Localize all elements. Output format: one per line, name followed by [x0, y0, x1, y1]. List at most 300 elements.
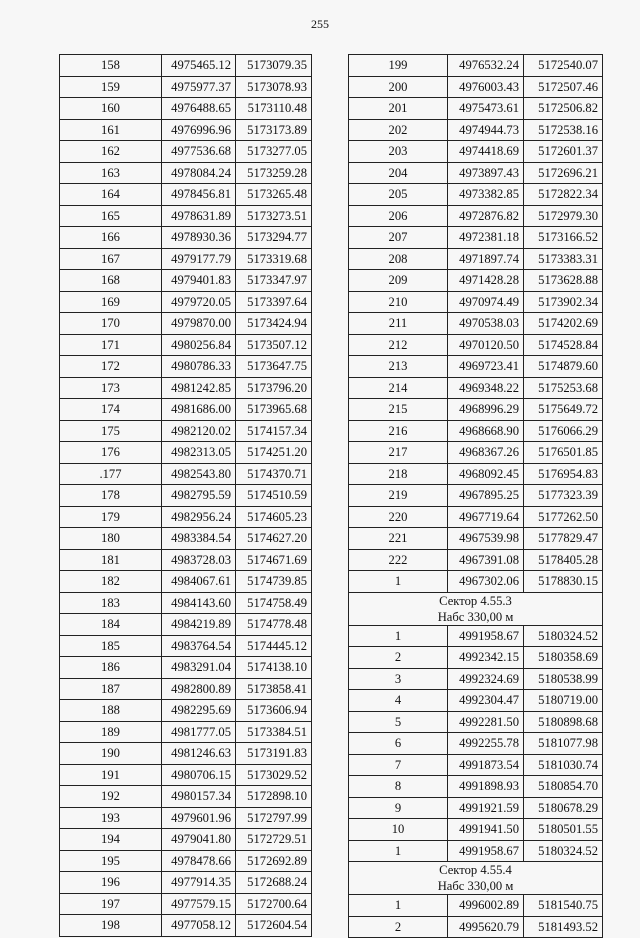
- sector-header-row: [349, 592, 603, 625]
- y-coordinate: 5177829.47: [524, 528, 603, 550]
- point-number: 195: [60, 850, 162, 872]
- point-number: 186: [60, 657, 162, 679]
- x-coordinate: 4975473.61: [448, 98, 524, 120]
- table-row: [349, 420, 603, 442]
- point-number: 205: [349, 184, 448, 206]
- x-coordinate: 4982120.02: [162, 420, 236, 442]
- x-coordinate: 4967539.98: [448, 528, 524, 550]
- y-coordinate: 5172729.51: [236, 829, 312, 851]
- y-coordinate: 5173647.75: [236, 356, 312, 378]
- x-coordinate: 4974418.69: [448, 141, 524, 163]
- table-row: [349, 270, 603, 292]
- x-coordinate: 4982956.24: [162, 506, 236, 528]
- table-row: [60, 528, 312, 550]
- x-coordinate: 4977058.12: [162, 915, 236, 937]
- table-row: [349, 55, 603, 77]
- table-row: [349, 291, 603, 313]
- y-coordinate: 5173965.68: [236, 399, 312, 421]
- y-coordinate: 5174528.84: [524, 334, 603, 356]
- point-number: 209: [349, 270, 448, 292]
- x-coordinate: 4972381.18: [448, 227, 524, 249]
- table-row: [60, 248, 312, 270]
- sector-header-row: [349, 862, 603, 895]
- y-coordinate: 5172604.54: [236, 915, 312, 937]
- x-coordinate: 4980786.33: [162, 356, 236, 378]
- y-coordinate: 5176501.85: [524, 442, 603, 464]
- x-coordinate: 4976532.24: [448, 55, 524, 77]
- x-coordinate: 4979601.96: [162, 807, 236, 829]
- y-coordinate: 5180324.52: [524, 840, 603, 862]
- table-row: [349, 184, 603, 206]
- table-row: [349, 776, 603, 798]
- point-number: 212: [349, 334, 448, 356]
- point-number: 207: [349, 227, 448, 249]
- y-coordinate: 5176954.83: [524, 463, 603, 485]
- point-number: 222: [349, 549, 448, 571]
- point-number: 1: [349, 895, 448, 917]
- point-number: 213: [349, 356, 448, 378]
- x-coordinate: 4975977.37: [162, 76, 236, 98]
- x-coordinate: 4984219.89: [162, 614, 236, 636]
- table-row: [60, 635, 312, 657]
- x-coordinate: 4975465.12: [162, 55, 236, 77]
- x-coordinate: 4974944.73: [448, 119, 524, 141]
- y-coordinate: 5174370.71: [236, 463, 312, 485]
- x-coordinate: 4983384.54: [162, 528, 236, 550]
- point-number: 167: [60, 248, 162, 270]
- table-row: [60, 657, 312, 679]
- y-coordinate: 5173110.48: [236, 98, 312, 120]
- table-row: [60, 98, 312, 120]
- point-number: 180: [60, 528, 162, 550]
- point-number: 197: [60, 893, 162, 915]
- x-coordinate: 4978456.81: [162, 184, 236, 206]
- point-number: 191: [60, 764, 162, 786]
- y-coordinate: 5172540.07: [524, 55, 603, 77]
- point-number: 208: [349, 248, 448, 270]
- point-number: 198: [60, 915, 162, 937]
- x-coordinate: 4995620.79: [448, 916, 524, 938]
- table-row: [349, 76, 603, 98]
- point-number: 190: [60, 743, 162, 765]
- table-row: [349, 248, 603, 270]
- point-number: 178: [60, 485, 162, 507]
- table-row: [60, 313, 312, 335]
- y-coordinate: 5173078.93: [236, 76, 312, 98]
- point-number: 175: [60, 420, 162, 442]
- table-row: [349, 797, 603, 819]
- y-coordinate: 5174251.20: [236, 442, 312, 464]
- x-coordinate: 4970538.03: [448, 313, 524, 335]
- table-row: [349, 733, 603, 755]
- point-number: 164: [60, 184, 162, 206]
- x-coordinate: 4981242.85: [162, 377, 236, 399]
- y-coordinate: 5173294.77: [236, 227, 312, 249]
- y-coordinate: 5173383.31: [524, 248, 603, 270]
- x-coordinate: 4967895.25: [448, 485, 524, 507]
- y-coordinate: 5180358.69: [524, 647, 603, 669]
- y-coordinate: 5174202.69: [524, 313, 603, 335]
- coordinates-table-right: [348, 54, 603, 938]
- table-row: [349, 442, 603, 464]
- x-coordinate: 4981686.00: [162, 399, 236, 421]
- point-number: 196: [60, 872, 162, 894]
- x-coordinate: 4979041.80: [162, 829, 236, 851]
- y-coordinate: 5173424.94: [236, 313, 312, 335]
- x-coordinate: 4971897.74: [448, 248, 524, 270]
- y-coordinate: 5174138.10: [236, 657, 312, 679]
- table-row: [60, 291, 312, 313]
- y-coordinate: 5174605.23: [236, 506, 312, 528]
- point-number: 1: [349, 571, 448, 593]
- y-coordinate: 5173858.41: [236, 678, 312, 700]
- point-number: 210: [349, 291, 448, 313]
- table-row: [349, 119, 603, 141]
- x-coordinate: 4978631.89: [162, 205, 236, 227]
- x-coordinate: 4991921.59: [448, 797, 524, 819]
- x-coordinate: 4968668.90: [448, 420, 524, 442]
- point-number: 5: [349, 711, 448, 733]
- y-coordinate: 5173397.64: [236, 291, 312, 313]
- table-row: [60, 571, 312, 593]
- point-number: 216: [349, 420, 448, 442]
- point-number: 176: [60, 442, 162, 464]
- point-number: 193: [60, 807, 162, 829]
- point-number: 161: [60, 119, 162, 141]
- y-coordinate: 5172601.37: [524, 141, 603, 163]
- point-number: 169: [60, 291, 162, 313]
- x-coordinate: 4969723.41: [448, 356, 524, 378]
- table-row: [60, 893, 312, 915]
- table-row: [349, 313, 603, 335]
- table-row: [349, 916, 603, 938]
- y-coordinate: 5172692.89: [236, 850, 312, 872]
- x-coordinate: 4991958.67: [448, 625, 524, 647]
- table-row: [349, 205, 603, 227]
- x-coordinate: 4992342.15: [448, 647, 524, 669]
- table-row: [60, 227, 312, 249]
- x-coordinate: 4981246.63: [162, 743, 236, 765]
- point-number: 194: [60, 829, 162, 851]
- table-row: [60, 184, 312, 206]
- x-coordinate: 4992255.78: [448, 733, 524, 755]
- x-coordinate: 4967719.64: [448, 506, 524, 528]
- table-row: [60, 485, 312, 507]
- point-number: 184: [60, 614, 162, 636]
- point-number: 188: [60, 700, 162, 722]
- table-row: [60, 678, 312, 700]
- x-coordinate: 4978084.24: [162, 162, 236, 184]
- x-coordinate: 4977914.35: [162, 872, 236, 894]
- y-coordinate: 5172822.34: [524, 184, 603, 206]
- table-row: [60, 76, 312, 98]
- point-number: 2: [349, 916, 448, 938]
- table-row: [349, 334, 603, 356]
- x-coordinate: 4979870.00: [162, 313, 236, 335]
- x-coordinate: 4992281.50: [448, 711, 524, 733]
- point-number: 192: [60, 786, 162, 808]
- x-coordinate: 4976996.96: [162, 119, 236, 141]
- point-number: 215: [349, 399, 448, 421]
- sector-name: Сектор 4.55.3: [439, 593, 512, 608]
- y-coordinate: 5172700.64: [236, 893, 312, 915]
- table-row: [60, 807, 312, 829]
- x-coordinate: 4980157.34: [162, 786, 236, 808]
- table-row: [60, 850, 312, 872]
- point-number: 211: [349, 313, 448, 335]
- table-row: [60, 700, 312, 722]
- table-row: [349, 895, 603, 917]
- point-number: 168: [60, 270, 162, 292]
- y-coordinate: 5173319.68: [236, 248, 312, 270]
- point-number: 1: [349, 625, 448, 647]
- point-number: 202: [349, 119, 448, 141]
- table-row: [349, 840, 603, 862]
- table-row: [349, 162, 603, 184]
- table-row: [349, 485, 603, 507]
- x-coordinate: 4984143.60: [162, 592, 236, 614]
- table-row: [60, 356, 312, 378]
- y-coordinate: 5174510.59: [236, 485, 312, 507]
- x-coordinate: 4978478.66: [162, 850, 236, 872]
- x-coordinate: 4983728.03: [162, 549, 236, 571]
- y-coordinate: 5180854.70: [524, 776, 603, 798]
- y-coordinate: 5173265.48: [236, 184, 312, 206]
- y-coordinate: 5177262.50: [524, 506, 603, 528]
- page-number: 255: [311, 17, 329, 31]
- point-number: 10: [349, 819, 448, 841]
- table-row: [349, 647, 603, 669]
- y-coordinate: 5172506.82: [524, 98, 603, 120]
- table-row: [60, 141, 312, 163]
- y-coordinate: 5172507.46: [524, 76, 603, 98]
- x-coordinate: 4991873.54: [448, 754, 524, 776]
- point-number: 217: [349, 442, 448, 464]
- x-coordinate: 4982295.69: [162, 700, 236, 722]
- x-coordinate: 4982543.80: [162, 463, 236, 485]
- y-coordinate: 5180538.99: [524, 668, 603, 690]
- y-coordinate: 5181493.52: [524, 916, 603, 938]
- table-row: [60, 614, 312, 636]
- x-coordinate: 4976488.65: [162, 98, 236, 120]
- y-coordinate: 5180719.00: [524, 690, 603, 712]
- point-number: 174: [60, 399, 162, 421]
- point-number: 165: [60, 205, 162, 227]
- y-coordinate: 5178405.28: [524, 549, 603, 571]
- sector-header: [349, 592, 603, 625]
- x-coordinate: 4973897.43: [448, 162, 524, 184]
- table-row: [349, 668, 603, 690]
- y-coordinate: 5174445.12: [236, 635, 312, 657]
- table-row: [60, 549, 312, 571]
- x-coordinate: 4977536.68: [162, 141, 236, 163]
- x-coordinate: 4967302.06: [448, 571, 524, 593]
- point-number: 220: [349, 506, 448, 528]
- y-coordinate: 5174157.34: [236, 420, 312, 442]
- y-coordinate: 5173166.52: [524, 227, 603, 249]
- point-number: 173: [60, 377, 162, 399]
- x-coordinate: 4978930.36: [162, 227, 236, 249]
- point-number: 218: [349, 463, 448, 485]
- table-row: [349, 819, 603, 841]
- y-coordinate: 5172696.21: [524, 162, 603, 184]
- table-row: [60, 377, 312, 399]
- y-coordinate: 5173347.97: [236, 270, 312, 292]
- y-coordinate: 5174739.85: [236, 571, 312, 593]
- point-number: 2: [349, 647, 448, 669]
- y-coordinate: 5173507.12: [236, 334, 312, 356]
- x-coordinate: 4977579.15: [162, 893, 236, 915]
- table-row: [349, 549, 603, 571]
- point-number: 163: [60, 162, 162, 184]
- table-row: [60, 420, 312, 442]
- point-number: 200: [349, 76, 448, 98]
- y-coordinate: 5173191.83: [236, 743, 312, 765]
- point-number: 214: [349, 377, 448, 399]
- table-row: [60, 442, 312, 464]
- table-row: [60, 506, 312, 528]
- table-row: [349, 528, 603, 550]
- y-coordinate: 5175649.72: [524, 399, 603, 421]
- point-number: 203: [349, 141, 448, 163]
- y-coordinate: 5181030.74: [524, 754, 603, 776]
- x-coordinate: 4983291.04: [162, 657, 236, 679]
- table-row: [60, 829, 312, 851]
- table-row: [349, 399, 603, 421]
- point-number: 7: [349, 754, 448, 776]
- y-coordinate: 5173902.34: [524, 291, 603, 313]
- point-number: 199: [349, 55, 448, 77]
- y-coordinate: 5177323.39: [524, 485, 603, 507]
- point-number: 166: [60, 227, 162, 249]
- sector-height: Набс 330,00 м: [437, 879, 514, 893]
- y-coordinate: 5173079.35: [236, 55, 312, 77]
- sector-header: [349, 862, 603, 895]
- y-coordinate: 5172538.16: [524, 119, 603, 141]
- table-row: [60, 162, 312, 184]
- table-row: [60, 721, 312, 743]
- x-coordinate: 4970974.49: [448, 291, 524, 313]
- point-number: 182: [60, 571, 162, 593]
- x-coordinate: 4982800.89: [162, 678, 236, 700]
- x-coordinate: 4968996.29: [448, 399, 524, 421]
- point-number: 179: [60, 506, 162, 528]
- x-coordinate: 4984067.61: [162, 571, 236, 593]
- x-coordinate: 4991958.67: [448, 840, 524, 862]
- point-number: 9: [349, 797, 448, 819]
- y-coordinate: 5173628.88: [524, 270, 603, 292]
- table-row: [60, 915, 312, 937]
- table-row: [60, 399, 312, 421]
- sector-height: Набс 330,00 м: [437, 609, 514, 624]
- table-row: [349, 356, 603, 378]
- point-number: 159: [60, 76, 162, 98]
- point-number: 158: [60, 55, 162, 77]
- y-coordinate: 5173273.51: [236, 205, 312, 227]
- y-coordinate: 5172688.24: [236, 872, 312, 894]
- table-row: [349, 98, 603, 120]
- x-coordinate: 4991898.93: [448, 776, 524, 798]
- y-coordinate: 5176066.29: [524, 420, 603, 442]
- y-coordinate: 5173277.05: [236, 141, 312, 163]
- table-row: [60, 119, 312, 141]
- x-coordinate: 4981777.05: [162, 721, 236, 743]
- point-number: 206: [349, 205, 448, 227]
- x-coordinate: 4983764.54: [162, 635, 236, 657]
- x-coordinate: 4980256.84: [162, 334, 236, 356]
- x-coordinate: 4979177.79: [162, 248, 236, 270]
- y-coordinate: 5180678.29: [524, 797, 603, 819]
- x-coordinate: 4976003.43: [448, 76, 524, 98]
- point-number: 171: [60, 334, 162, 356]
- x-coordinate: 4969348.22: [448, 377, 524, 399]
- point-number: .177: [60, 463, 162, 485]
- y-coordinate: 5172797.99: [236, 807, 312, 829]
- point-number: 189: [60, 721, 162, 743]
- table-row: [349, 754, 603, 776]
- y-coordinate: 5173796.20: [236, 377, 312, 399]
- point-number: 185: [60, 635, 162, 657]
- table-row: [60, 872, 312, 894]
- coordinates-table-left: [59, 54, 312, 937]
- table-row: [349, 711, 603, 733]
- x-coordinate: 4996002.89: [448, 895, 524, 917]
- x-coordinate: 4973382.85: [448, 184, 524, 206]
- table-row: [60, 270, 312, 292]
- x-coordinate: 4991941.50: [448, 819, 524, 841]
- point-number: 8: [349, 776, 448, 798]
- table-row: [60, 55, 312, 77]
- x-coordinate: 4971428.28: [448, 270, 524, 292]
- point-number: 160: [60, 98, 162, 120]
- x-coordinate: 4968092.45: [448, 463, 524, 485]
- x-coordinate: 4980706.15: [162, 764, 236, 786]
- y-coordinate: 5173259.28: [236, 162, 312, 184]
- y-coordinate: 5172898.10: [236, 786, 312, 808]
- point-number: 1: [349, 840, 448, 862]
- point-number: 170: [60, 313, 162, 335]
- point-number: 162: [60, 141, 162, 163]
- x-coordinate: 4979401.83: [162, 270, 236, 292]
- y-coordinate: 5173384.51: [236, 721, 312, 743]
- table-row: [60, 205, 312, 227]
- y-coordinate: 5181540.75: [524, 895, 603, 917]
- y-coordinate: 5180501.55: [524, 819, 603, 841]
- table-row: [60, 463, 312, 485]
- point-number: 201: [349, 98, 448, 120]
- table-row: [60, 592, 312, 614]
- y-coordinate: 5174879.60: [524, 356, 603, 378]
- y-coordinate: 5178830.15: [524, 571, 603, 593]
- point-number: 4: [349, 690, 448, 712]
- x-coordinate: 4992324.69: [448, 668, 524, 690]
- y-coordinate: 5180324.52: [524, 625, 603, 647]
- point-number: 219: [349, 485, 448, 507]
- point-number: 204: [349, 162, 448, 184]
- table-row: [349, 463, 603, 485]
- y-coordinate: 5174627.20: [236, 528, 312, 550]
- y-coordinate: 5181077.98: [524, 733, 603, 755]
- y-coordinate: 5180898.68: [524, 711, 603, 733]
- point-number: 183: [60, 592, 162, 614]
- table-row: [349, 625, 603, 647]
- point-number: 6: [349, 733, 448, 755]
- x-coordinate: 4972876.82: [448, 205, 524, 227]
- x-coordinate: 4970120.50: [448, 334, 524, 356]
- table-row: [60, 743, 312, 765]
- y-coordinate: 5175253.68: [524, 377, 603, 399]
- y-coordinate: 5172979.30: [524, 205, 603, 227]
